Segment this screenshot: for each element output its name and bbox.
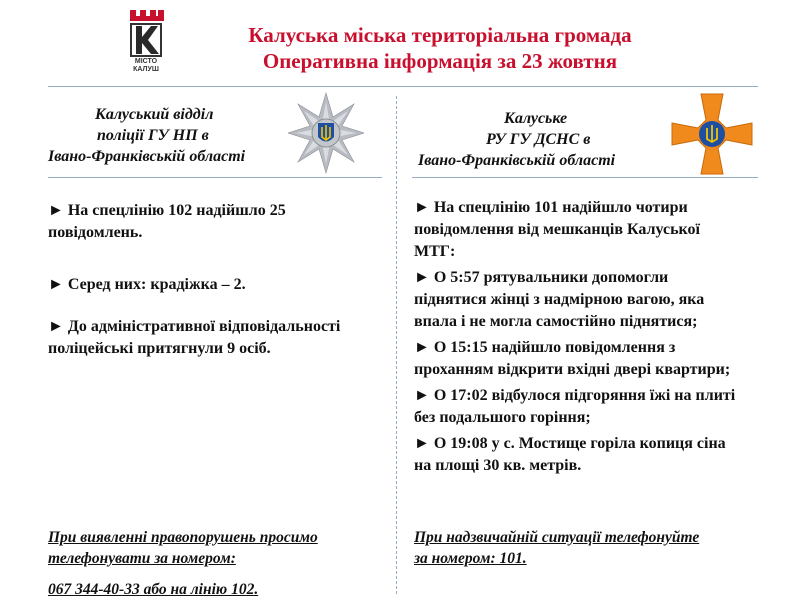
dsns-report-list (414, 197, 744, 477)
police-footer-line1: При виявленні правопорушень просимо (48, 529, 318, 546)
column-divider (396, 96, 397, 594)
logo-caption (126, 58, 166, 74)
police-footer (48, 527, 388, 600)
page-title: Калуська міська територіальна громада (248, 23, 632, 47)
list-item (48, 316, 378, 360)
logo-caption-line2: КАЛУШ (133, 66, 159, 73)
list-item-text: Серед них: крадіжка – 2. (67, 276, 246, 293)
list-item (414, 385, 744, 429)
list-item-text: На спецлінію 102 надійшло 25 повідомлень. (48, 202, 286, 241)
police-divider (48, 177, 382, 178)
triangle-bullet-icon: ► (414, 387, 430, 404)
dsns-agency-name (418, 108, 642, 171)
triangle-bullet-icon: ► (48, 318, 64, 335)
list-item-text: О 15:15 надійшло повідомлення з проханням відкрити вхідні двері квартири; (414, 339, 731, 378)
dsns-footer (414, 527, 754, 569)
page-subtitle: Оперативна інформація за 23 жовтня (262, 49, 618, 73)
triangle-bullet-icon: ► (48, 276, 64, 293)
list-item-text: О 5:57 рятувальники допомогли піднятися жінці з надмірною вагою, яка впала і не могла самостійно піднятися; (414, 269, 705, 330)
police-agency-name (48, 104, 276, 167)
police-star-emblem-icon (288, 92, 364, 174)
list-item (414, 337, 744, 381)
header-divider (48, 86, 758, 87)
dsns-name-line1: Калуське (504, 110, 568, 127)
police-name-line3: Івано-Франківській області (48, 148, 246, 165)
dsns-name-line3: Івано-Франківській області (418, 152, 616, 169)
list-item (414, 433, 744, 477)
police-footer-line2: телефонувати за номером: (48, 550, 236, 567)
dsns-divider (412, 177, 758, 178)
logo-caption-line1: МІСТО (134, 58, 158, 65)
dsns-footer-line1: При надзвичайній ситуації телефонуйте (414, 529, 700, 546)
triangle-bullet-icon: ► (414, 269, 430, 286)
police-footer-phone: 067 344-40-33 або на лінію 102. (48, 581, 259, 598)
dsns-footer-phone: за номером: 101. (414, 550, 527, 567)
list-item (414, 197, 744, 263)
list-item-text: О 19:08 у с. Мостище горіла копиця сіна на площі 30 кв. метрів. (414, 435, 726, 474)
list-item-text: На спецлінію 101 надійшло чотири повідомлення від мешканців Калуської МТГ: (414, 199, 700, 260)
triangle-bullet-icon: ► (48, 202, 64, 219)
police-name-line1: Калуський відділ (95, 106, 214, 123)
dsns-name-line2: РУ ГУ ДСНС в (486, 131, 591, 148)
triangle-bullet-icon: ► (414, 435, 430, 452)
list-item-text: О 17:02 відбулося підгоряння їжі на плиті без подальшого горіння; (414, 387, 736, 426)
police-name-line2: поліції ГУ НП в (97, 127, 209, 144)
list-item (414, 267, 744, 333)
list-item-text: До адміністративної відповідальності поліцейські притягнули 9 осіб. (48, 318, 341, 357)
police-report-list (48, 200, 378, 360)
list-item (48, 274, 378, 296)
list-item (48, 200, 378, 244)
triangle-bullet-icon: ► (414, 339, 430, 356)
dsns-cross-emblem-icon (670, 92, 754, 176)
triangle-bullet-icon: ► (414, 199, 430, 216)
